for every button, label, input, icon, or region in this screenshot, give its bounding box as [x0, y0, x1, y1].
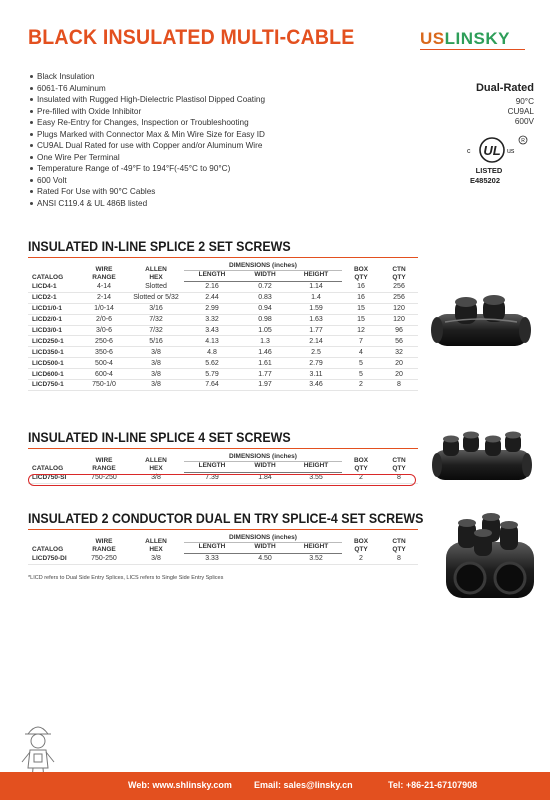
cell-catalog: LICD3/0-1	[28, 325, 80, 336]
section-divider	[28, 257, 418, 258]
dual-entry-splice-image	[440, 508, 540, 604]
table-row	[28, 303, 418, 314]
feature-item: 600 Volt	[30, 175, 265, 187]
table-row	[28, 314, 418, 325]
col-ctn-qty: CTN QTY	[392, 265, 406, 281]
col-width: WIDTH	[240, 462, 290, 473]
brand-logo	[420, 29, 510, 49]
svg-text:c: c	[467, 148, 471, 155]
cell-wire-range: 600-4	[80, 369, 128, 380]
cell-box-qty: 2	[342, 380, 380, 391]
col-wire-range: WIRE RANGE	[92, 537, 116, 553]
cell-catalog: LICD750-SI	[28, 473, 80, 484]
svg-text:us: us	[507, 148, 515, 155]
cell-length: 5.62	[184, 358, 240, 369]
col-catalog: CATALOG	[32, 545, 64, 553]
feature-item: Temperature Range of -49°F to 194°F(-45°C to 90°C)	[30, 163, 265, 175]
feature-item: Rated For Use with 90°C Cables	[30, 186, 265, 198]
cell-height: 1.14	[290, 282, 342, 293]
col-dimensions: DIMENSIONS (inches)	[184, 453, 342, 462]
section-title: INSULATED 2 CONDUCTOR DUAL EN TRY SPLICE-4 SET SCREWS	[28, 511, 424, 526]
table-row	[28, 369, 418, 380]
table-row	[28, 554, 418, 565]
col-length: LENGTH	[184, 271, 240, 282]
col-allen-hex: ALLEN HEX	[145, 456, 167, 472]
col-height: HEIGHT	[290, 462, 342, 473]
cell-box-qty: 4	[342, 347, 380, 358]
cell-box-qty: 5	[342, 358, 380, 369]
four-screw-splice-image	[427, 428, 537, 488]
table-row	[28, 292, 418, 303]
section-divider	[28, 529, 418, 530]
col-wire-range: WIRE RANGE	[92, 456, 116, 472]
cell-box-qty: 7	[342, 336, 380, 347]
cell-allen-hex: Slotted or 5/32	[128, 292, 184, 303]
ul-number: E485202	[470, 176, 501, 185]
cell-length: 3.32	[184, 314, 240, 325]
cell-catalog: LICD500-1	[28, 358, 80, 369]
cell-height: 3.46	[290, 380, 342, 391]
cell-length: 3.33	[184, 554, 240, 565]
col-wire-range: WIRE RANGE	[92, 265, 116, 281]
table-body	[28, 554, 418, 565]
cell-width: 1.05	[240, 325, 290, 336]
col-box-qty: BOX QTY	[353, 456, 369, 472]
cell-box-qty: 2	[342, 473, 380, 484]
rating-block	[476, 82, 534, 127]
two-screw-splice-image	[425, 292, 537, 354]
spec-table	[28, 534, 418, 565]
feature-item: CU9AL Dual Rated for use with Copper and/or Aluminum Wire	[30, 140, 265, 152]
page-title: BLACK INSULATED MULTI-CABLE	[28, 26, 355, 49]
cell-ctn-qty: 96	[380, 325, 418, 336]
cell-catalog: LICD750-DI	[28, 554, 80, 565]
col-allen-hex: ALLEN HEX	[145, 537, 167, 553]
cell-wire-range: 750-250	[80, 554, 128, 565]
rating-line: 90°C	[515, 97, 534, 106]
table-row	[28, 325, 418, 336]
cell-allen-hex: 3/8	[128, 473, 184, 484]
cell-ctn-qty: 256	[380, 292, 418, 303]
col-dimensions: DIMENSIONS (inches)	[184, 262, 342, 271]
cell-ctn-qty: 8	[380, 554, 418, 565]
cell-width: 1.77	[240, 369, 290, 380]
col-width: WIDTH	[240, 271, 290, 282]
svg-text:R: R	[521, 138, 525, 144]
cell-allen-hex: 3/8	[128, 380, 184, 391]
cell-wire-range: 350-6	[80, 347, 128, 358]
cell-ctn-qty: 20	[380, 358, 418, 369]
cell-catalog: LICD350-1	[28, 347, 80, 358]
col-height: HEIGHT	[290, 271, 342, 282]
cell-height: 2.79	[290, 358, 342, 369]
cell-wire-range: 250-6	[80, 336, 128, 347]
cell-ctn-qty: 20	[380, 369, 418, 380]
col-ctn-qty: CTN QTY	[392, 456, 406, 472]
cell-allen-hex: 5/16	[128, 336, 184, 347]
cell-length: 2.99	[184, 303, 240, 314]
cell-allen-hex: 3/16	[128, 303, 184, 314]
cell-wire-range: 1/0-14	[80, 303, 128, 314]
col-height: HEIGHT	[290, 543, 342, 554]
col-box-qty: BOX QTY	[353, 265, 369, 281]
table-row	[28, 282, 418, 293]
cell-wire-range: 4-14	[80, 282, 128, 293]
col-catalog: CATALOG	[32, 464, 64, 472]
col-box-qty: BOX QTY	[353, 537, 369, 553]
cell-ctn-qty: 120	[380, 314, 418, 325]
col-dimensions: DIMENSIONS (inches)	[184, 534, 342, 543]
cell-catalog: LICD4-1	[28, 282, 80, 293]
footer-bar	[0, 772, 550, 800]
highlight-oval	[28, 474, 416, 486]
cell-wire-range: 3/0-6	[80, 325, 128, 336]
logo-linsky: LINSKY	[444, 29, 510, 48]
cell-box-qty: 16	[342, 292, 380, 303]
cell-allen-hex: 3/8	[128, 358, 184, 369]
table-row	[28, 347, 418, 358]
col-width: WIDTH	[240, 543, 290, 554]
cell-wire-range: 750-250	[80, 473, 128, 484]
cell-height: 1.59	[290, 303, 342, 314]
cell-allen-hex: 3/8	[128, 369, 184, 380]
cell-height: 3.11	[290, 369, 342, 380]
footer-email: Email: sales@linsky.cn	[254, 780, 353, 790]
feature-list	[30, 71, 265, 209]
col-length: LENGTH	[184, 543, 240, 554]
table-row	[28, 358, 418, 369]
cell-box-qty: 12	[342, 325, 380, 336]
footnote: *LICD refers to Dual Side Entry Splices, LICS refers to Single Side Entry Splices	[28, 575, 224, 581]
feature-item: Black Insulation	[30, 71, 265, 83]
rating-line: 600V	[514, 117, 534, 126]
cell-box-qty: 16	[342, 282, 380, 293]
cell-length: 4.13	[184, 336, 240, 347]
cell-catalog: LICD2-1	[28, 292, 80, 303]
cell-allen-hex: 3/8	[128, 347, 184, 358]
cell-height: 1.63	[290, 314, 342, 325]
cell-wire-range: 750-1/0	[80, 380, 128, 391]
table-row	[28, 336, 418, 347]
ul-text: UL	[483, 143, 501, 158]
cell-width: 1.3	[240, 336, 290, 347]
cell-width: 1.61	[240, 358, 290, 369]
section-title: INSULATED IN-LINE SPLICE 4 SET SCREWS	[28, 430, 291, 445]
feature-item: 6061-T6 Aluminum	[30, 83, 265, 95]
cell-width: 0.94	[240, 303, 290, 314]
cell-catalog: LICD2/0-1	[28, 314, 80, 325]
cell-width: 0.98	[240, 314, 290, 325]
cell-catalog: LICD1/0-1	[28, 303, 80, 314]
cell-wire-range: 2-14	[80, 292, 128, 303]
cell-ctn-qty: 8	[380, 473, 418, 484]
rating-head: Dual-Rated	[475, 82, 534, 94]
feature-item: Plugs Marked with Connector Max & Min Wire Size for Easy ID	[30, 129, 265, 141]
cell-allen-hex: 7/32	[128, 314, 184, 325]
feature-item: Insulated with Rugged High-Dielectric Plastisol Dipped Coating	[30, 94, 265, 106]
logo-us: US	[420, 29, 445, 48]
cell-box-qty: 15	[342, 314, 380, 325]
cell-allen-hex: 3/8	[128, 554, 184, 565]
cell-length: 3.43	[184, 325, 240, 336]
footer-web: Web: www.shlinsky.com	[128, 780, 232, 790]
table-body	[28, 282, 418, 391]
cell-height: 2.5	[290, 347, 342, 358]
col-ctn-qty: CTN QTY	[392, 537, 406, 553]
feature-item: One Wire Per Terminal	[30, 152, 265, 164]
cell-height: 3.52	[290, 554, 342, 565]
cell-box-qty: 15	[342, 303, 380, 314]
cell-ctn-qty: 56	[380, 336, 418, 347]
cell-length: 2.16	[184, 282, 240, 293]
cell-catalog: LICD600-1	[28, 369, 80, 380]
cell-width: 0.72	[240, 282, 290, 293]
cell-catalog: LICD250-1	[28, 336, 80, 347]
cell-length: 7.64	[184, 380, 240, 391]
cell-width: 0.83	[240, 292, 290, 303]
cell-width: 1.46	[240, 347, 290, 358]
section-title: INSULATED IN-LINE SPLICE 2 SET SCREWS	[28, 239, 291, 254]
feature-item: Pre-filled with Oxide Inhibitor	[30, 106, 265, 118]
cell-length: 5.79	[184, 369, 240, 380]
cell-ctn-qty: 8	[380, 380, 418, 391]
cell-box-qty: 5	[342, 369, 380, 380]
section-divider	[28, 448, 418, 449]
cell-width: 4.50	[240, 554, 290, 565]
cell-height: 1.4	[290, 292, 342, 303]
cell-wire-range: 500-4	[80, 358, 128, 369]
cell-allen-hex: 7/32	[128, 325, 184, 336]
cell-wire-range: 2/0-6	[80, 314, 128, 325]
rating-line: CU9AL	[507, 107, 534, 116]
cell-catalog: LICD750-1	[28, 380, 80, 391]
col-length: LENGTH	[184, 462, 240, 473]
footer-tel: Tel: +86-21-67107908	[388, 780, 478, 790]
spec-table	[28, 262, 418, 391]
feature-item: ANSI C119.4 & UL 486B listed	[30, 198, 265, 210]
cell-height: 3.55	[290, 473, 342, 484]
feature-item: Easy Re-Entry for Changes, Inspection or Troubleshooting	[30, 117, 265, 129]
cell-ctn-qty: 256	[380, 282, 418, 293]
cell-length: 4.8	[184, 347, 240, 358]
cell-box-qty: 2	[342, 554, 380, 565]
table-row	[28, 380, 418, 391]
logo-underline	[420, 49, 525, 50]
cell-length: 2.44	[184, 292, 240, 303]
col-catalog: CATALOG	[32, 273, 64, 281]
ul-listed-label: LISTED	[475, 166, 503, 175]
cell-length: 7.39	[184, 473, 240, 484]
cell-ctn-qty: 120	[380, 303, 418, 314]
cell-width: 1.84	[240, 473, 290, 484]
cell-allen-hex: Slotted	[128, 282, 184, 293]
cell-height: 1.77	[290, 325, 342, 336]
cell-width: 1.97	[240, 380, 290, 391]
col-allen-hex: ALLEN HEX	[145, 265, 167, 281]
cell-ctn-qty: 32	[380, 347, 418, 358]
cell-height: 2.14	[290, 336, 342, 347]
